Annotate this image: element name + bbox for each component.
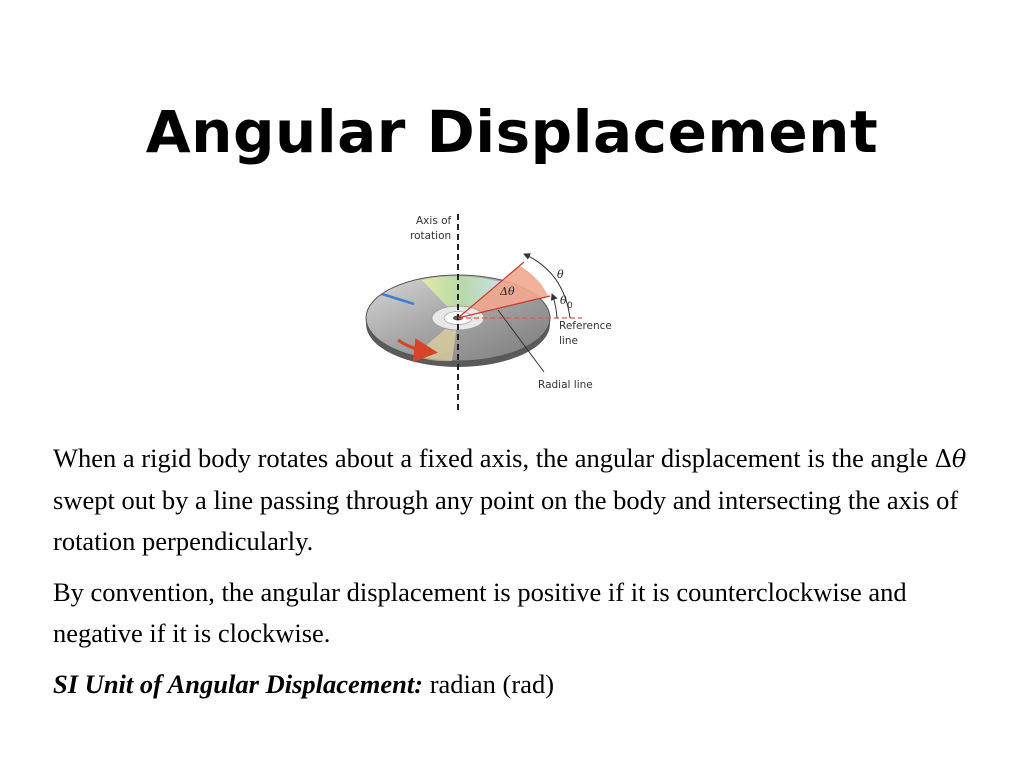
definition-text-part2: swept out by a line passing through any point on the body and intersecting the axis of rotation perpendicularly. [53, 485, 959, 556]
theta-label: θ [557, 268, 564, 281]
rotating-disc-figure [352, 206, 632, 416]
axis-label-line1: Axis of [416, 215, 452, 227]
delta-symbol: Δ [934, 445, 952, 473]
reference-label-line2: line [559, 335, 578, 347]
convention-paragraph: By convention, the angular displacement is positive if it is counterclockwise and negative if it is clockwise. [53, 577, 907, 648]
si-unit-value: radian (rad) [423, 669, 555, 699]
theta-symbol: θ [951, 445, 967, 473]
slide-body [53, 438, 973, 715]
slide-title: Angular Displacement [145, 98, 879, 166]
theta0-subscript: 0 [567, 301, 573, 311]
delta-theta-label: Δθ [500, 285, 515, 298]
si-unit-paragraph [53, 664, 973, 705]
reference-label-line1: Reference [559, 320, 612, 332]
rotating-disc-diagram [352, 206, 632, 416]
theta0-arc [552, 294, 557, 318]
theta0-label: θ [560, 294, 567, 307]
radial-line-label: Radial line [538, 379, 593, 391]
definition-text-part1: When a rigid body rotates about a fixed axis, the angular displacement is the angle [53, 443, 935, 473]
axis-label-line2: rotation [410, 230, 452, 242]
definition-paragraph [53, 438, 973, 562]
si-unit-label: SI Unit of Angular Displacement: [53, 669, 424, 699]
